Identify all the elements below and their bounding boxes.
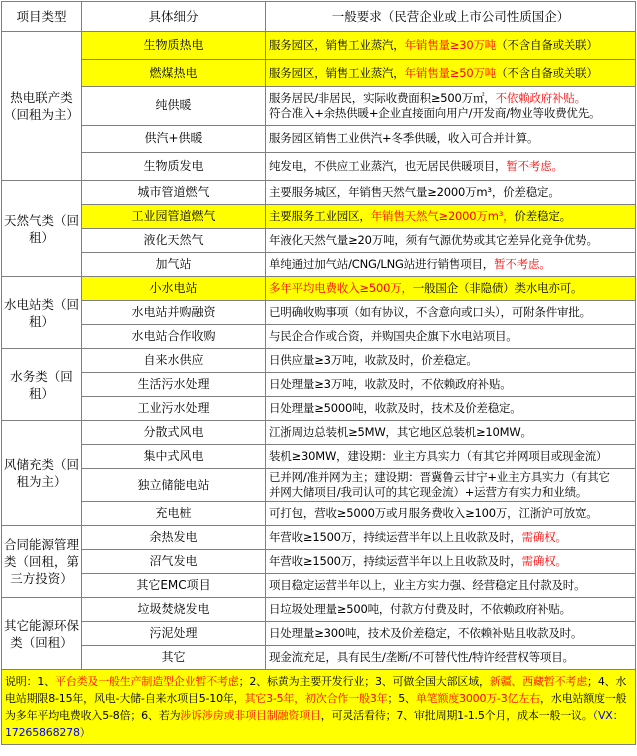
contact-info: （VX：17265868278） <box>5 709 624 739</box>
requirement-waste-heat: 年营收≥1500万，持续运营半年以上且收款及时，需确权。 <box>266 526 636 550</box>
requirement-biomass-power: 纯发电，不供应工业蒸汽，也无居民供暖项目，暂不考虑。 <box>266 153 636 181</box>
requirement-hydro-acq: 已明确收购事项（如有协议，不含意向或口头），可附条件审批。 <box>266 301 636 325</box>
requirement-sludge: 日处理量≥300吨，技术及价差稳定，不依赖补贴且收款及时。 <box>266 622 636 646</box>
requirement-hydro-coop: 与民企合作或合资，并购国央企旗下水电站项目。 <box>266 325 636 349</box>
subcategory-biomass-power: 生物质发电 <box>82 153 266 181</box>
table-row <box>2 277 636 301</box>
subcategory-biogas: 沼气发电 <box>82 550 266 574</box>
table-row <box>2 622 636 646</box>
requirement-gas-station: 单纯通过加气站/CNG/LNG站进行销售项目，暂不考虑。 <box>266 253 636 277</box>
subcategory-domestic-sewage: 生活污水处理 <box>82 373 266 397</box>
category-wind: 风储充类（回租为主） <box>2 421 82 526</box>
requirement-city-gas: 主要服务城区，年销售天然气量≥2000万m³，价差稳定。 <box>266 181 636 205</box>
subcategory-small-hydro: 小水电站 <box>82 277 266 301</box>
subcategory-steam-heating: 供汽+供暖 <box>82 125 266 153</box>
requirement-centralized-wind: 装机≥30MW，建设期：业主方具实力（有其它并网项目或现金流） <box>266 445 636 469</box>
category-thermal: 热电联产类（回租为主） <box>2 32 82 181</box>
requirement-park-gas: 主要服务工业园区，年销售天然气≥2000万m³，价差稳定。 <box>266 205 636 229</box>
category-hydro: 水电站类（回租） <box>2 277 82 349</box>
category-water: 水务类（回租） <box>2 349 82 421</box>
requirement-biogas: 年营收≥1500万，持续运营半年以上且收款及时，需确权。 <box>266 550 636 574</box>
subcategory-other: 其它 <box>82 646 266 670</box>
requirement-charging: 可打包，营收≥5000万或月服务费收入≥100万，江浙沪可放宽。 <box>266 502 636 526</box>
subcategory-incineration: 垃圾焚烧发电 <box>82 598 266 622</box>
table-row <box>2 421 636 445</box>
requirement-other: 现金流充足，具有民生/垄断/不可替代性/特许经营权等项目。 <box>266 646 636 670</box>
subcategory-storage: 独立储能电站 <box>82 469 266 502</box>
table-row <box>2 32 636 60</box>
requirement-small-hydro: 多年平均电费收入≥500万，一般国企（非隐债）类水电亦可。 <box>266 277 636 301</box>
table-row <box>2 469 636 502</box>
subcategory-hydro-acq: 水电站并购融资 <box>82 301 266 325</box>
table-row <box>2 325 636 349</box>
requirement-industrial-sewage: 日处理量≥5000吨，收款及时，技术及价差稳定。 <box>266 397 636 421</box>
subcategory-hydro-coop: 水电站合作收购 <box>82 325 266 349</box>
table-row <box>2 59 636 87</box>
subcategory-charging: 充电桩 <box>82 502 266 526</box>
table-row <box>2 550 636 574</box>
requirement-domestic-sewage: 日处理量≥3万吨，收款及时，不依赖政府补贴。 <box>266 373 636 397</box>
table-row <box>2 574 636 598</box>
subcategory-park-gas: 工业园管道燃气 <box>82 205 266 229</box>
subcategory-city-gas: 城市管道燃气 <box>82 181 266 205</box>
header-row <box>2 2 636 32</box>
requirement-tap-water: 日供应量≥3万吨，收款及时，价差稳定。 <box>266 349 636 373</box>
requirement-lng: 年液化天然气量≥20万吨，须有气源优势或其它差异化竞争优势。 <box>266 229 636 253</box>
requirement-pure-heating: 服务居民/非居民，实际收费面积≥500万㎡，不依赖政府补贴。 符合准入+余热供暖+企业直接面向用户/开发商/物业等收费优先。 <box>266 87 636 125</box>
table-row <box>2 373 636 397</box>
table-row <box>2 205 636 229</box>
header-project-type: 项目类型 <box>2 2 82 32</box>
notes-row <box>2 670 636 745</box>
category-env: 其它能源环保类（回租） <box>2 598 82 670</box>
table-row <box>2 598 636 622</box>
subcategory-gas-station: 加气站 <box>82 253 266 277</box>
table-row <box>2 397 636 421</box>
table-row <box>2 125 636 153</box>
subcategory-lng: 液化天然气 <box>82 229 266 253</box>
subcategory-sludge: 污泥处理 <box>82 622 266 646</box>
subcategory-biomass-heat: 生物质热电 <box>82 32 266 60</box>
subcategory-tap-water: 自来水供应 <box>82 349 266 373</box>
requirement-storage: 已并网/准并网为主；建设期：晋冀鲁云甘宁+业主方具实力（有其它 并网大储项目/我司认可的其它现金流）+运营方有实力和业绩。 <box>266 469 636 502</box>
table-row <box>2 153 636 181</box>
requirement-biomass-heat: 服务园区，销售工业蒸汽，年销售量≥30万吨（不含自备或关联） <box>266 32 636 60</box>
table-row <box>2 87 636 125</box>
requirement-coal-heat: 服务园区，销售工业蒸汽，年销售量≥50万吨（不含自备或关联） <box>266 59 636 87</box>
header-general-requirements: 一般要求（民营企业或上市公司性质国企） <box>266 2 636 32</box>
requirement-incineration: 日垃圾处理量≥500吨，付款方付费及时，不依赖政府补贴。 <box>266 598 636 622</box>
table-row <box>2 445 636 469</box>
table-row <box>2 229 636 253</box>
notes-cell: 说明：1、平台类及一般生产制造型企业暂不考虑；2、标黄为主要开发行业；3、可做全国大部区域，新疆、西藏暂不考虑；4、水电站期限8-15年，风电-大储-自来水项目5-10年，其它3-5年，初次合作一般3年；5、单笔额度3000万-3亿左右，水电站额度一般为多年平均电费收入5-8倍；6、若为涉诉涉房或非项目制融资项目，可灵活看待；7、审批周期1-1.5个月，成本一般一议。（VX：17265868278） <box>2 670 636 745</box>
category-gas: 天然气类（回租） <box>2 181 82 277</box>
subcategory-coal-heat: 燃煤热电 <box>82 59 266 87</box>
requirement-other-emc: 项目稳定运营半年以上，业主方实力强、经营稳定且付款及时。 <box>266 574 636 598</box>
table-row <box>2 301 636 325</box>
table-row <box>2 502 636 526</box>
project-requirements-table <box>1 1 636 745</box>
table-row <box>2 526 636 550</box>
header-subcategory: 具体细分 <box>82 2 266 32</box>
table-row <box>2 181 636 205</box>
category-emc: 合同能源管理类（回租，第三方投资） <box>2 526 82 598</box>
requirement-steam-heating: 服务园区销售工业供汽+冬季供暖，收入可合并计算。 <box>266 125 636 153</box>
requirement-distributed-wind: 江浙周边总装机≥5MW，其它地区总装机≥10MW。 <box>266 421 636 445</box>
subcategory-waste-heat: 余热发电 <box>82 526 266 550</box>
subcategory-pure-heating: 纯供暖 <box>82 87 266 125</box>
subcategory-centralized-wind: 集中式风电 <box>82 445 266 469</box>
table-row <box>2 253 636 277</box>
subcategory-other-emc: 其它EMC项目 <box>82 574 266 598</box>
table-row <box>2 349 636 373</box>
table-row <box>2 646 636 670</box>
subcategory-distributed-wind: 分散式风电 <box>82 421 266 445</box>
subcategory-industrial-sewage: 工业污水处理 <box>82 397 266 421</box>
